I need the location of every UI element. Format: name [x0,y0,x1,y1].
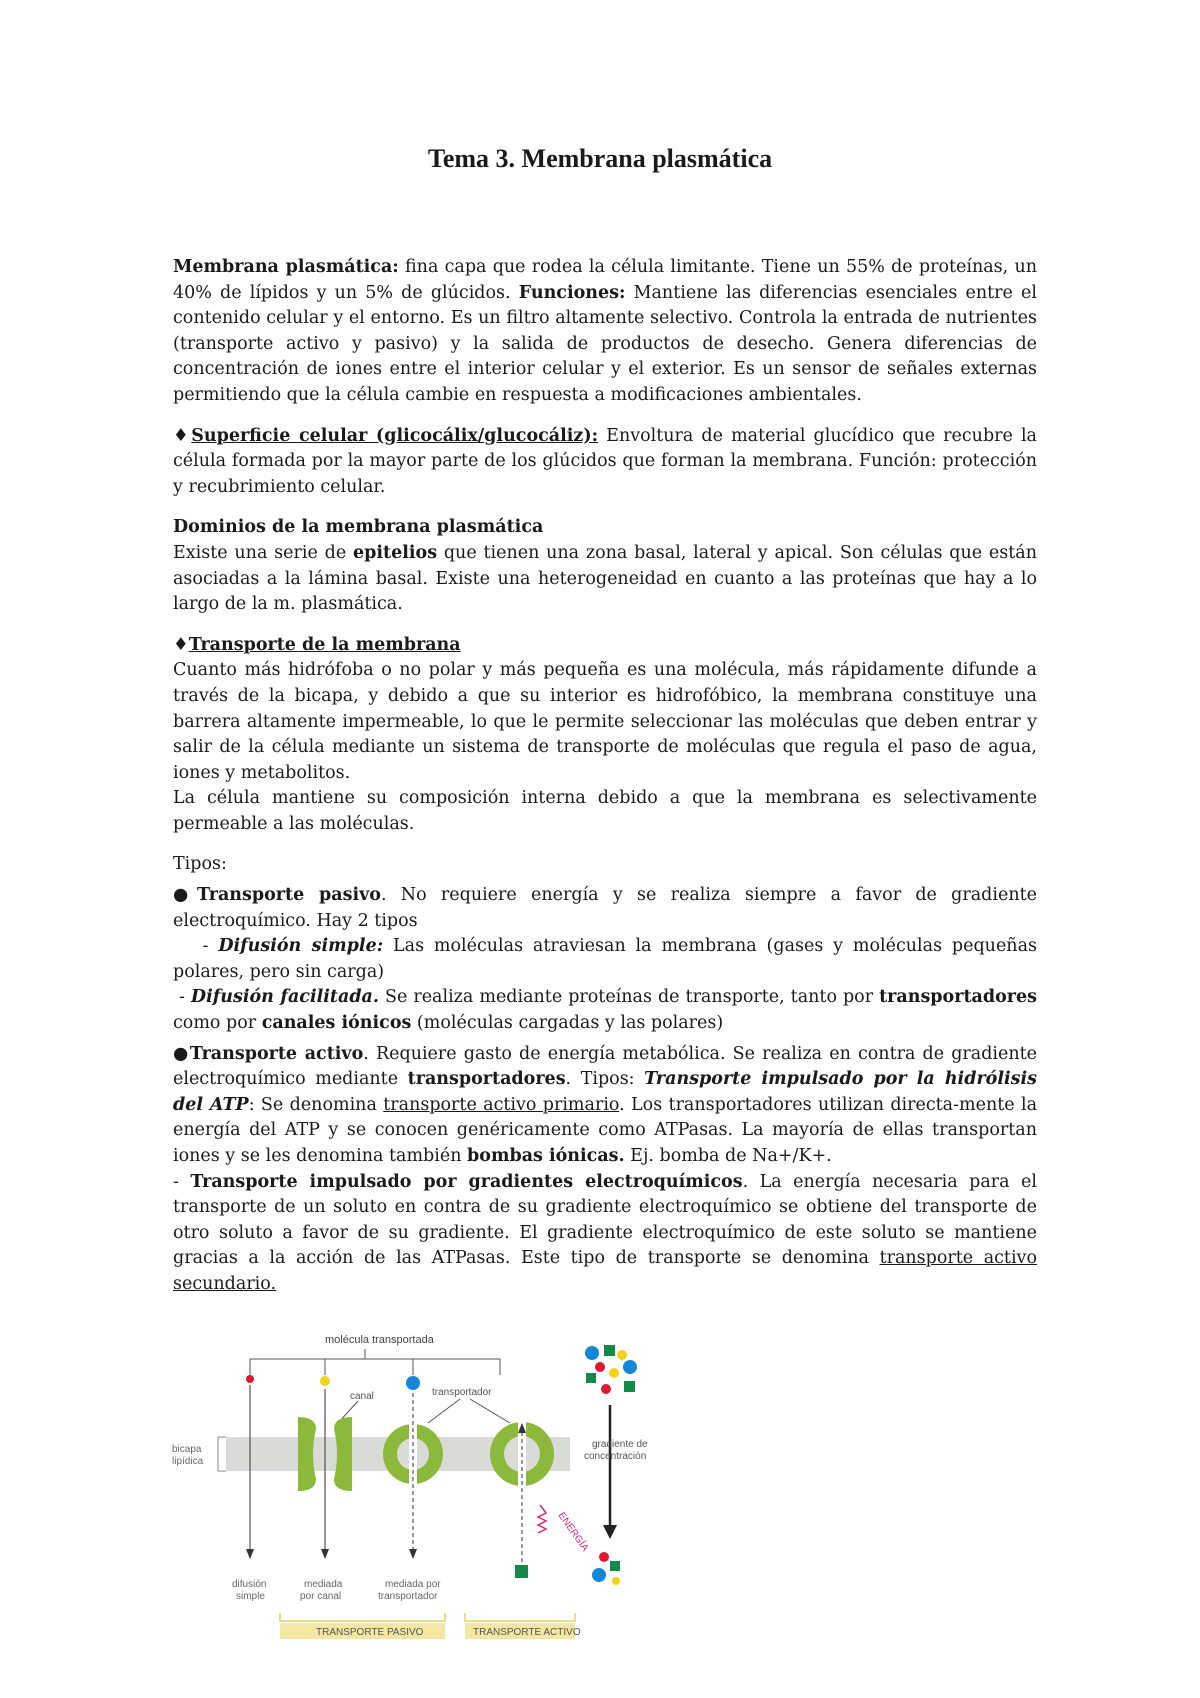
round-bullet-icon: ● [173,885,197,906]
caption-simple: simple [236,1591,265,1602]
funciones-label: Funciones: [518,282,626,303]
diamond-bullet-icon: ♦ [173,425,192,446]
transporte-paragraph-2: La célula mantiene su composición interna debido a que la membrana es selectivamente permeable a las moléculas. [173,788,1037,834]
red-molecule [599,1552,609,1562]
green-molecule [515,1565,528,1578]
bicapa-label: bicapa [172,1444,202,1455]
green-molecule [610,1561,620,1571]
superficie-paragraph: ♦Superficie celular (glicocálix/glucocáliz): Envoltura de material glucídico que recubre la célula formada por la mayor parte de los glúcidos que forman la membrana. Función: protección y recubrimiento celular. [173,425,1037,497]
blue-molecule [623,1360,637,1374]
energia-label: ENERGÍA [555,1510,591,1554]
transport-diagram-svg [170,1325,730,1670]
concentracion-label: concentración [584,1451,647,1462]
molecula-label: molécula transportada [325,1334,434,1346]
caption-difusion: difusión [232,1579,267,1590]
activo-paragraph: ●Transporte activo. Requiere gasto de energía metabólica. Se realiza en contra de gradiente electroquímico mediante transportadores. Tipos: Transporte impulsado por la hidrólisis del ATP: Se denomina transporte activo primario. Los transportadores utilizan directa-mente la energía del ATP y se conocen genéricamente como ATPasas. La mayoría de ellas transportan iones y se les denomina también bombas iónicas. Ej. bomba de Na+/K+. [173,1043,1038,1166]
yellow-molecule [609,1368,619,1378]
energy-zigzag-icon [538,1505,546,1533]
difusion-facilitada-paragraph: - Difusión facilitada. Se realiza mediante proteínas de transporte, tanto por transportadores como por canales iónicos (moléculas cargadas y las polares) [173,987,1037,1034]
transporte-pasivo-label: TRANSPORTE PASIVO [316,1627,424,1638]
caption-mediada-por: mediada por [385,1579,441,1590]
blue-molecule [406,1376,420,1390]
arrow-head-icon [409,1549,417,1559]
green-molecule [586,1373,596,1383]
pasivo-paragraph: ●Transporte pasivo. No requiere energía y se realiza siempre a favor de gradiente electroquímico. Hay 2 tipos [173,885,1037,931]
difusion-simple-paragraph: - Difusión simple: Las moléculas atraviesan la membrana (gases y moléculas pequeñas polares, pero sin carga) [173,936,1037,982]
superficie-heading: Superficie celular (glicocálix/glucocáliz): [191,425,599,446]
caption-mediada: mediada [304,1579,343,1590]
yellow-molecule [320,1376,330,1386]
red-molecule [595,1362,605,1372]
arrow-head-icon [603,1525,617,1539]
green-molecule [624,1381,635,1392]
caption-transportador: transportador [378,1591,438,1602]
gradiente-label: gradiente de [592,1439,648,1450]
red-molecule [601,1384,611,1394]
activo-bracket [465,1613,575,1621]
intro-term: Membrana plasmática: [173,257,399,277]
transportador-leader [428,1399,510,1423]
arrow-head-icon [246,1549,254,1559]
transporte-paragraph-1: Cuanto más hidrófoba o no polar y más pequeña es una molécula, más rápidamente difunde a través de la bicapa, y debido a que su interior es hidrofóbico, la membrana constituye una barrera altamente impermeable, lo que le permite seleccionar las moléculas que deben entrar y salir de la célula mediante un sistema de transporte de moléculas que regula el paso de agua, iones y metabolitos. [173,660,1037,783]
pasivo-bracket [280,1613,445,1621]
green-molecule [604,1345,615,1356]
yellow-molecule [612,1577,620,1585]
dominios-heading: Dominios de la membrana plasmática [173,517,544,538]
membrane-transport-diagram [170,1325,730,1670]
round-bullet-icon: ● [173,1043,190,1064]
tipos-label: Tipos: [173,854,227,875]
lipidica-label: lipídica [172,1456,204,1467]
transporte-heading: ♦Transporte de la membrana [173,634,461,655]
transporte-activo-label: TRANSPORTE ACTIVO [473,1627,581,1638]
molecula-leader-lines [250,1349,500,1375]
canal-label: canal [350,1391,374,1402]
blue-molecule [592,1568,606,1582]
gradientes-paragraph: - Transporte impulsado por gradientes electroquímicos. La energía necesaria para el transporte de un soluto en contra de su gradiente electroquímico se obtiene del transporte de otro soluto a favor de su gradiente. El gradiente electroquímico de este soluto se mantiene gracias a la acción de las ATPasas. Este tipo de transporte se denomina transporte activo secundario. [173,1171,1037,1294]
transportador-label: transportador [432,1387,492,1398]
caption-por-canal: por canal [300,1591,342,1602]
page-title: Tema 3. Membrana plasmática [427,144,773,173]
bicapa-bracket [218,1437,226,1471]
yellow-molecule [617,1350,627,1360]
dominios-paragraph: Existe una serie de epitelios que tienen una zona basal, lateral y apical. Son células que están asociadas a la lámina basal. Existe una heterogeneidad en cuanto a las proteínas que hay a lo largo de la m. plasmática. [173,542,1037,615]
red-molecule [246,1375,254,1383]
intro-paragraph: Membrana plasmática: fina capa que rodea la célula limitante. Tiene un 55% de proteínas, un 40% de lípidos y un 5% de glúcidos. Funciones: Mantiene las diferencias esenciales entre el contenido celular y el entorno. Es un filtro altamente selectivo. Controla la entrada de nutrientes (transporte activo y pasivo) y la salida de productos de desecho. Genera diferencias de concentración de iones entre el interior celular y el exterior. Es un sensor de señales externas permitiendo que la célula cambie en respuesta a modificaciones ambientales. [173,257,1038,405]
diamond-bullet-icon: ♦ [173,634,189,655]
body-text [173,255,1037,1298]
blue-molecule [585,1346,599,1360]
arrow-head-icon [321,1549,329,1559]
